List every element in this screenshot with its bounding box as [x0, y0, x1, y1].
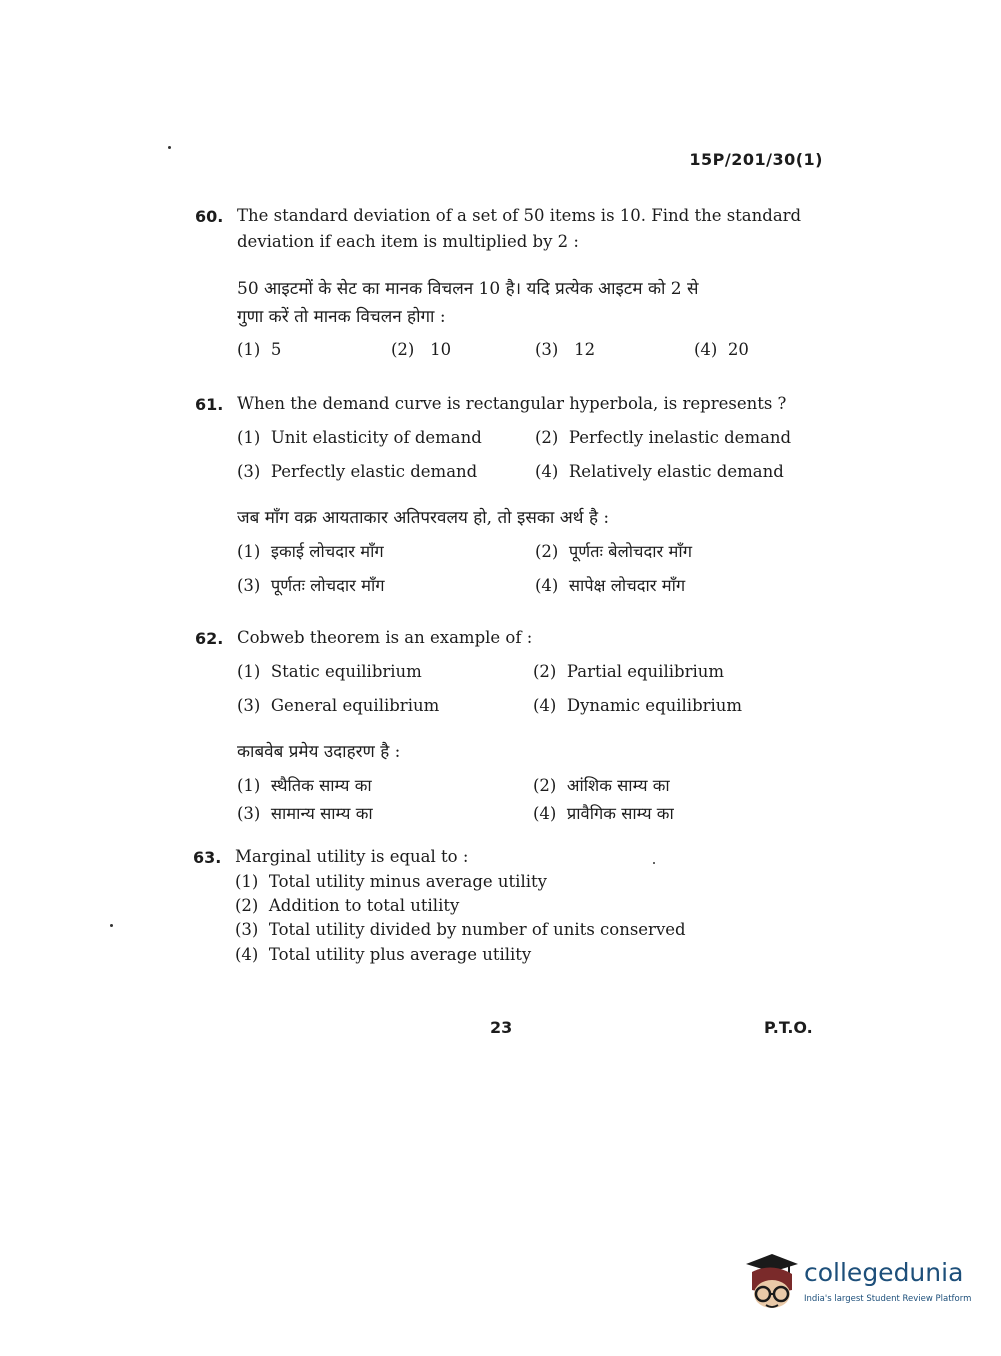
option: (4) Relatively elastic demand [535, 462, 784, 481]
option: (3) सामान्य साम्य का [237, 804, 373, 823]
brand-name: collegedunia [804, 1258, 964, 1287]
collegedunia-logo [742, 1250, 972, 1314]
option: (2) Partial equilibrium [533, 662, 725, 681]
option: (2) पूर्णतः बेलोचदार माँग [535, 542, 692, 561]
mascot-icon [742, 1250, 802, 1314]
question-number: 60. [195, 207, 224, 226]
question-text-hi: 50 आइटमों के सेट का मानक विचलन 10 है। यदि प्रत्येक आइटम को 2 से [237, 279, 699, 299]
scan-speck [110, 924, 113, 927]
question-text-en: The standard deviation of a set of 50 items is 10. Find the standard [237, 206, 802, 225]
option: (3) General equilibrium [237, 696, 440, 715]
option: (4) Dynamic equilibrium [533, 696, 743, 715]
paper-code: 15P/201/30(1) [689, 150, 823, 169]
pto-label: P.T.O. [764, 1018, 813, 1037]
page-number: 23 [490, 1018, 513, 1037]
option: (2) Perfectly inelastic demand [535, 428, 792, 447]
question-number: 63. [193, 848, 222, 867]
option: (3) पूर्णतः लोचदार माँग [237, 576, 385, 595]
scan-speck [653, 862, 655, 864]
option: (4) सापेक्ष लोचदार माँग [535, 576, 686, 595]
question-text-en: Cobweb theorem is an example of : [237, 628, 533, 647]
brand-tagline: India's largest Student Review Platform [804, 1294, 972, 1304]
option: (1) Total utility minus average utility [235, 872, 547, 891]
question-text-hi: काबवेब प्रमेय उदाहरण है : [237, 742, 401, 762]
option: (4) प्रावैगिक साम्य का [533, 804, 674, 823]
question-number: 62. [195, 629, 224, 648]
question-text-en: deviation if each item is multiplied by 2 : [237, 232, 579, 251]
option: (4) 20 [694, 340, 749, 359]
option: (2) Addition to total utility [235, 896, 460, 915]
question-text-en: Marginal utility is equal to : [235, 847, 469, 866]
question-number: 61. [195, 395, 224, 414]
scan-speck [168, 146, 171, 149]
question-text-hi: गुणा करें तो मानक विचलन होगा : [237, 307, 446, 327]
option: (3) 12 [535, 340, 596, 359]
option: (1) 5 [237, 340, 282, 359]
question-text-en: When the demand curve is rectangular hyperbola, is represents ? [237, 394, 787, 413]
option: (4) Total utility plus average utility [235, 945, 532, 964]
option: (1) Static equilibrium [237, 662, 422, 681]
option: (1) इकाई लोचदार माँग [237, 542, 384, 561]
option: (3) Total utility divided by number of units conserved [235, 920, 686, 939]
option: (3) Perfectly elastic demand [237, 462, 478, 481]
option: (1) स्थैतिक साम्य का [237, 776, 372, 795]
option: (2) 10 [391, 340, 452, 359]
option: (2) आंशिक साम्य का [533, 776, 670, 795]
option: (1) Unit elasticity of demand [237, 428, 482, 447]
question-text-hi: जब माँग वक्र आयताकार अतिपरवलय हो, तो इसका अर्थ है : [237, 508, 610, 528]
